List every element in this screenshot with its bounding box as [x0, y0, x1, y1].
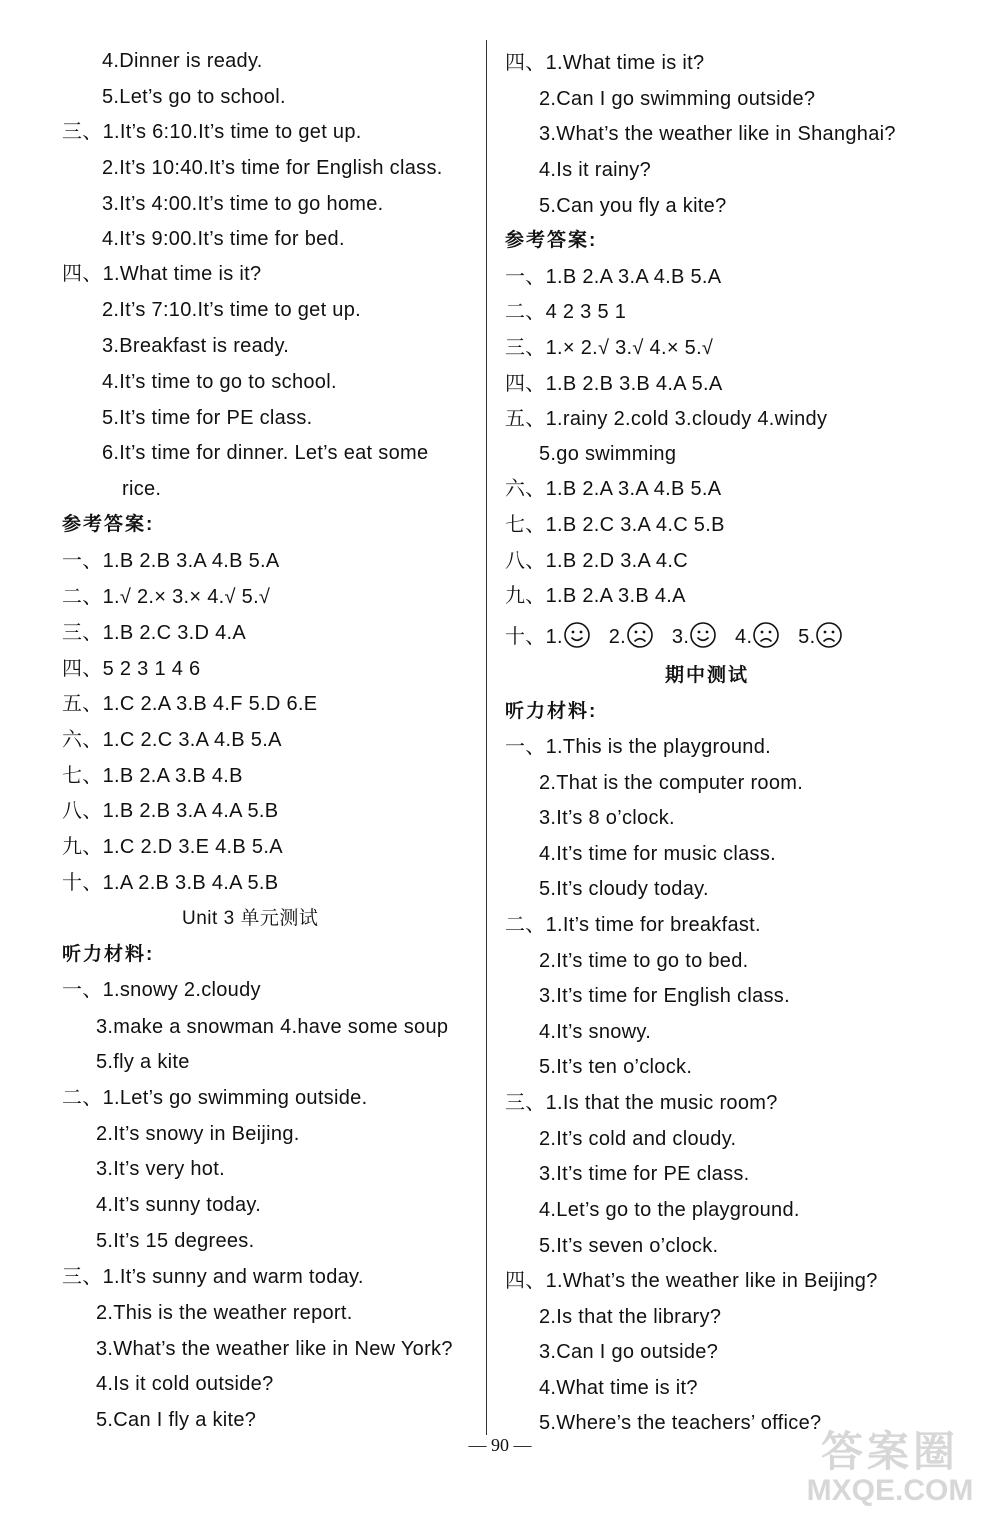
- text-line: 4.It’s time for music class.: [539, 843, 776, 865]
- text-line: 5.fly a kite: [96, 1051, 190, 1073]
- text-line: 3.It’s very hot.: [96, 1158, 225, 1180]
- text-line: 5.It’s cloudy today.: [539, 878, 709, 900]
- answer-line: 二、4 2 3 5 1: [505, 301, 627, 323]
- unit-title: Unit 3 单元测试: [182, 908, 319, 929]
- answer-line: 十、1.A 2.B 3.B 4.A 5.B: [62, 872, 279, 894]
- text-line: 4.It’s snowy.: [539, 1021, 652, 1043]
- text-line: 2.That is the computer room.: [539, 772, 804, 794]
- answer-number: 3.: [671, 626, 690, 648]
- watermark-url: MXQE.COM: [806, 1474, 974, 1507]
- answer-line: 三、1.B 2.C 3.D 4.A: [62, 622, 247, 644]
- text-line: 3.What’s the weather like in New York?: [96, 1338, 453, 1360]
- text-line: 3.It’s 8 o’clock.: [539, 807, 675, 829]
- text-line: 2.This is the weather report.: [96, 1302, 353, 1324]
- section-heading: 参考答案:: [62, 514, 155, 535]
- text-line: rice.: [122, 478, 162, 500]
- answer-number: 5.: [798, 626, 816, 648]
- text-line: 5.It’s ten o’clock.: [539, 1056, 693, 1078]
- text-line: 5.It’s seven o’clock.: [539, 1235, 719, 1257]
- text-line: 3.Can I go outside?: [539, 1341, 719, 1363]
- watermark-logo: [802, 1429, 978, 1507]
- sad-face-icon: [626, 621, 654, 649]
- text-line: 5.Can you fly a kite?: [539, 195, 727, 217]
- text-line: 3.What’s the weather like in Shanghai?: [539, 123, 896, 145]
- text-line: 4.Let’s go to the playground.: [539, 1199, 800, 1221]
- text-line: 2.It’s 10:40.It’s time for English class.: [102, 157, 443, 179]
- text-line: 5.Can I fly a kite?: [96, 1409, 257, 1431]
- answer-number: 4.: [735, 626, 753, 648]
- text-line: 一、1.This is the playground.: [505, 736, 772, 758]
- text-line: 4.It’s 9:00.It’s time for bed.: [102, 228, 345, 250]
- answer-prefix: 十、1.: [505, 626, 563, 648]
- text-line: 3.make a snowman 4.have some soup: [96, 1016, 449, 1038]
- text-line: 2.It’s snowy in Beijing.: [96, 1123, 300, 1145]
- answer-number: 2.: [608, 626, 627, 648]
- text-line: 2.Can I go swimming outside?: [539, 88, 816, 110]
- section-heading: 听力材料:: [62, 944, 155, 965]
- text-line: 6.It’s time for dinner. Let’s eat some: [102, 442, 429, 464]
- text-line: 2.It’s 7:10.It’s time to get up.: [102, 299, 362, 321]
- text-line: 二、1.Let’s go swimming outside.: [62, 1087, 368, 1109]
- text-line: 4.Is it cold outside?: [96, 1373, 274, 1395]
- text-line: 3.It’s time for English class.: [539, 985, 790, 1007]
- text-line: 5.It’s 15 degrees.: [96, 1230, 255, 1252]
- answer-line: 七、1.B 2.A 3.B 4.B: [62, 765, 243, 787]
- text-line: 5.Where’s the teachers’ office?: [539, 1412, 822, 1434]
- text-line: 四、1.What’s the weather like in Beijing?: [505, 1270, 878, 1292]
- section-heading: 参考答案:: [505, 230, 598, 251]
- text-line: 3.It’s 4:00.It’s time to go home.: [102, 193, 384, 215]
- answer-line: 七、1.B 2.C 3.A 4.C 5.B: [505, 514, 725, 536]
- text-line: 5.It’s time for PE class.: [102, 407, 313, 429]
- answer-line: 六、1.C 2.C 3.A 4.B 5.A: [62, 729, 282, 751]
- sad-face-icon: [815, 621, 843, 649]
- test-title: 期中测试: [665, 665, 750, 686]
- page-number: — 90 —: [468, 1435, 532, 1455]
- answer-line: 四、5 2 3 1 4 6: [62, 658, 201, 680]
- column-divider: [486, 40, 487, 1435]
- answer-line: 八、1.B 2.D 3.A 4.C: [505, 550, 688, 572]
- text-line: 三、1.It’s 6:10.It’s time to get up.: [62, 121, 362, 143]
- answer-line: 九、1.B 2.A 3.B 4.A: [505, 585, 686, 607]
- answer-line: 四、1.B 2.B 3.B 4.A 5.A: [505, 373, 723, 395]
- text-line: 4.Is it rainy?: [539, 159, 652, 181]
- text-line: 4.Dinner is ready.: [102, 50, 263, 72]
- answer-line: 五、1.rainy 2.cold 3.cloudy 4.windy: [505, 408, 828, 430]
- answer-line: 三、1.× 2.√ 3.√ 4.× 5.√: [505, 337, 714, 359]
- text-line: 4.It’s sunny today.: [96, 1194, 262, 1216]
- sad-face-icon: [752, 621, 780, 649]
- text-line: 三、1.It’s sunny and warm today.: [62, 1266, 364, 1288]
- text-line: 一、1.snowy 2.cloudy: [62, 979, 261, 1001]
- text-line: 2.Is that the library?: [539, 1306, 722, 1328]
- text-line: 二、1.It’s time for breakfast.: [505, 914, 761, 936]
- text-line: 三、1.Is that the music room?: [505, 1092, 778, 1114]
- watermark-text: 答案圈: [820, 1428, 959, 1475]
- answer-line: 一、1.B 2.B 3.A 4.B 5.A: [62, 550, 280, 572]
- text-line: 3.It’s time for PE class.: [539, 1163, 750, 1185]
- text-line: 5.Let’s go to school.: [102, 86, 286, 108]
- answer-line: 5.go swimming: [539, 443, 677, 465]
- text-line: 4.What time is it?: [539, 1377, 698, 1399]
- happy-face-icon: [563, 621, 591, 649]
- text-line: 四、1.What time is it?: [505, 52, 705, 74]
- text-line: 4.It’s time to go to school.: [102, 371, 337, 393]
- answer-line: 二、1.√ 2.× 3.× 4.√ 5.√: [62, 586, 271, 608]
- answer-line: 一、1.B 2.A 3.A 4.B 5.A: [505, 266, 722, 288]
- text-line: 2.It’s cold and cloudy.: [539, 1128, 737, 1150]
- text-line: 3.Breakfast is ready.: [102, 335, 290, 357]
- answer-line: 八、1.B 2.B 3.A 4.A 5.B: [62, 800, 279, 822]
- face-answer-line: [505, 621, 843, 650]
- text-line: 2.It’s time to go to bed.: [539, 950, 749, 972]
- answer-line: 六、1.B 2.A 3.A 4.B 5.A: [505, 478, 722, 500]
- section-heading: 听力材料:: [505, 701, 598, 722]
- answer-line: 九、1.C 2.D 3.E 4.B 5.A: [62, 836, 283, 858]
- answer-line: 五、1.C 2.A 3.B 4.F 5.D 6.E: [62, 693, 318, 715]
- text-line: 四、1.What time is it?: [62, 263, 262, 285]
- happy-face-icon: [689, 621, 717, 649]
